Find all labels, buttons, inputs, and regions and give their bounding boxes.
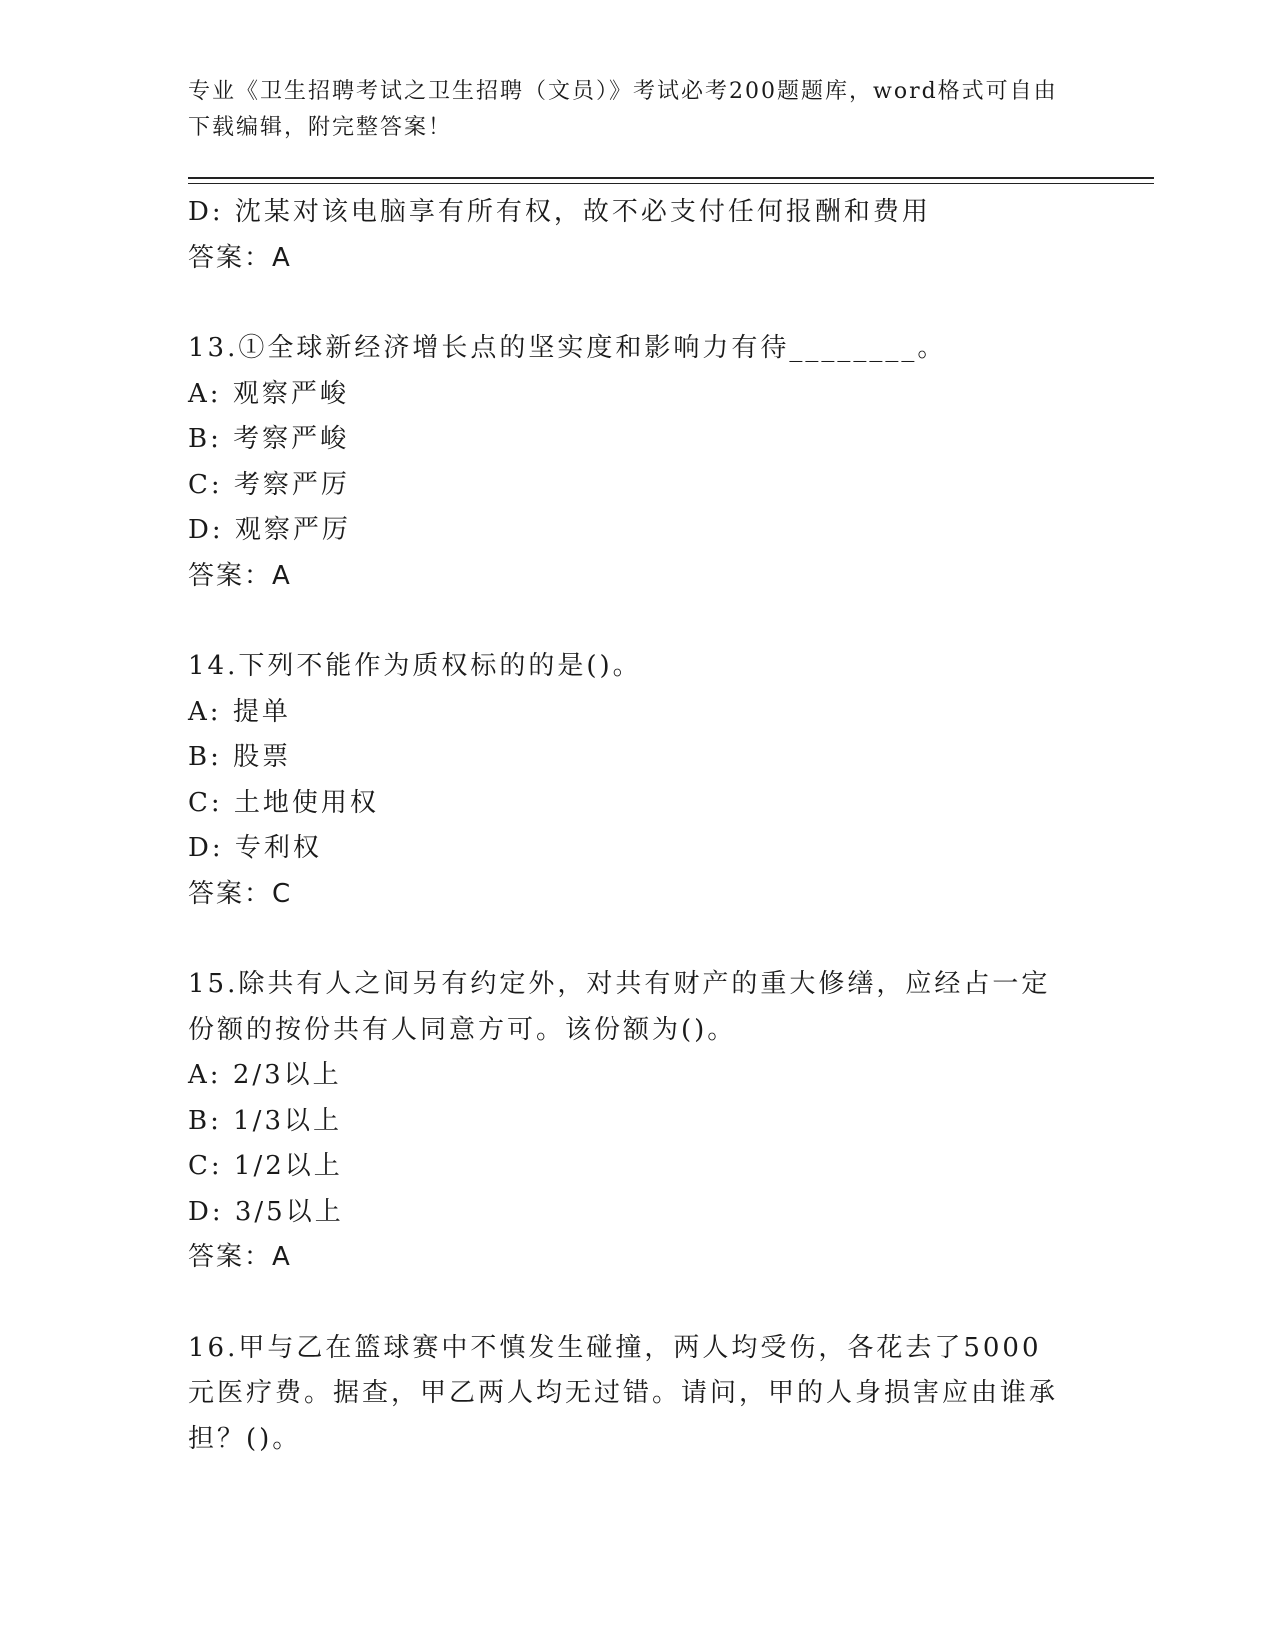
option-label: D: [188, 197, 224, 227]
question-16 [188, 1326, 1068, 1463]
option-d [188, 190, 1068, 236]
option-a [188, 690, 1068, 736]
option-text: 股票 [233, 742, 292, 772]
option-d [188, 826, 1068, 872]
option-c [188, 781, 1068, 827]
answer-line: 答案：A [188, 1242, 292, 1272]
header-divider-thick [188, 177, 1154, 179]
question-stem: 14.下列不能作为质权标的的是()。 [188, 651, 642, 681]
question-stem: 15.除共有人之间另有约定外，对共有财产的重大修缮，应经占一定份额的按份共有人同意方可。该份额为()。 [188, 969, 1051, 1045]
option-a [188, 372, 1068, 418]
option-label: B: [188, 742, 222, 772]
header-divider-thin [188, 183, 1154, 184]
question-14 [188, 644, 1068, 917]
option-text: 1/2以上 [233, 1151, 343, 1181]
option-label: D: [188, 833, 224, 863]
option-label: C: [188, 469, 223, 500]
option-text: 提单 [232, 696, 291, 727]
option-text: 考察严峻 [233, 424, 350, 454]
page-header: 专业《卫生招聘考试之卫生招聘（文员）》考试必考200题题库，word格式可自由下载编辑，附完整答案！ [188, 79, 1058, 140]
option-c [188, 463, 1068, 509]
question-stem: 13.①全球新经济增长点的坚实度和影响力有待________。 [188, 333, 947, 363]
option-label: A: [188, 1060, 222, 1090]
option-a [188, 1053, 1068, 1099]
option-d [188, 1190, 1068, 1236]
option-text: 专利权 [234, 833, 322, 863]
answer-line: 答案：A [188, 560, 292, 591]
question-stem: 16.甲与乙在篮球赛中不慎发生碰撞，两人均受伤，各花去了5000元医疗费。据查，甲乙两人均无过错。请问，甲的人身损害应由谁承担？()。 [188, 1332, 1059, 1454]
option-c [188, 1144, 1068, 1190]
question-13 [188, 326, 1068, 599]
option-text: 沈某对该电脑享有所有权，故不必支付任何报酬和费用 [234, 197, 931, 227]
option-text: 1/3以上 [233, 1105, 342, 1136]
option-text: 2/3以上 [232, 1060, 342, 1090]
question-15 [188, 962, 1068, 1281]
option-b [188, 417, 1068, 463]
option-label: C: [188, 1151, 223, 1181]
option-text: 观察严厉 [234, 515, 351, 545]
question-content [188, 190, 1068, 1462]
answer-line: 答案：A [188, 242, 292, 273]
option-b [188, 735, 1068, 781]
answer-line: 答案：C [188, 878, 293, 909]
option-text: 土地使用权 [233, 787, 379, 818]
option-text: 3/5以上 [234, 1196, 344, 1227]
option-label: A: [188, 696, 222, 727]
option-label: C: [188, 787, 223, 818]
option-label: D: [188, 1196, 224, 1227]
option-label: B: [188, 1105, 222, 1136]
option-text: 考察严厉 [233, 469, 350, 500]
option-label: D: [188, 515, 224, 545]
option-label: B: [188, 424, 222, 454]
option-label: A: [188, 378, 222, 409]
option-text: 观察严峻 [232, 378, 349, 409]
option-d [188, 508, 1068, 554]
prev-question-block [188, 190, 1068, 281]
option-b [188, 1099, 1068, 1145]
